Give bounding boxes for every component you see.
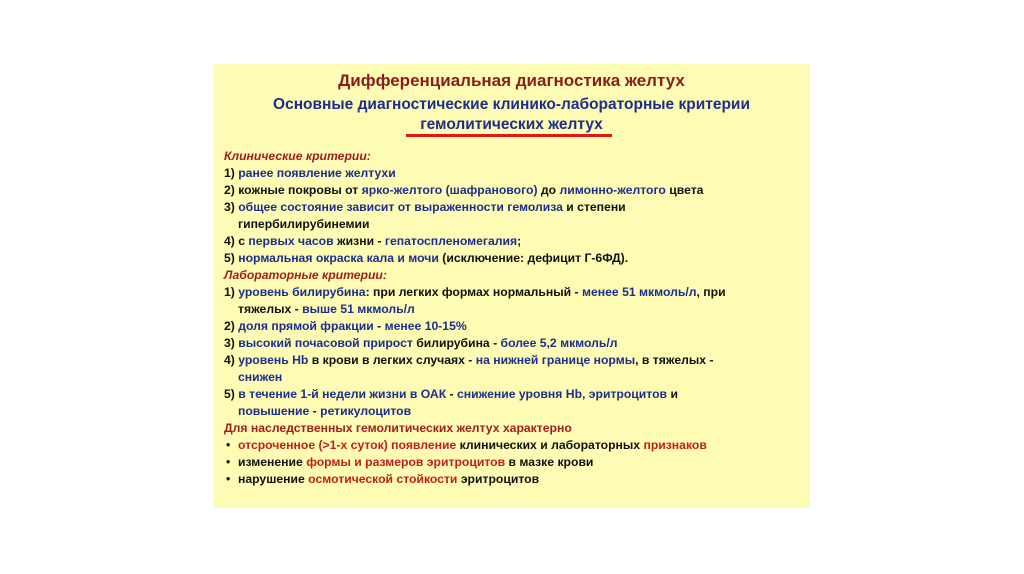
- item-text: общее состояние зависит от выраженности гемолиза: [238, 200, 563, 214]
- item-text: : при легких формах нормальный -: [365, 285, 579, 299]
- clinical-item-5: [224, 250, 804, 267]
- lab-item-4-cont: [224, 369, 804, 386]
- item-number: 5): [224, 251, 235, 265]
- clinical-item-3: [224, 199, 804, 216]
- item-number: 2): [224, 183, 235, 197]
- slide-title: Дифференциальная диагностика желтух: [338, 71, 685, 90]
- item-text: цвета: [669, 183, 704, 197]
- item-text: , в тяжелых -: [635, 353, 714, 367]
- item-text: , при: [696, 285, 726, 299]
- bullet-icon: •: [226, 438, 231, 452]
- clinical-item-1: [224, 165, 804, 182]
- bullet-icon: •: [226, 472, 231, 486]
- bullet-icon: •: [226, 455, 231, 469]
- item-text: доля прямой фракции: [238, 319, 374, 333]
- item-text: тяжелых -: [238, 302, 299, 316]
- item-text: снижен: [238, 370, 283, 384]
- slide-subtitle-emphasis: гемолитических желтух: [420, 116, 603, 133]
- item-text: формы и размеров эритроцитов: [306, 455, 506, 469]
- item-text: осмотической стойкости: [308, 472, 458, 486]
- item-number: 1): [224, 166, 235, 180]
- item-text: -: [449, 387, 454, 401]
- item-number: 3): [224, 200, 235, 214]
- item-text: до: [540, 183, 557, 197]
- slide-subtitle: Основные диагностические клинико-лабораторные критерии: [273, 96, 750, 113]
- item-text: признаков: [643, 438, 707, 452]
- slide-body: [224, 148, 804, 488]
- item-text: лимонно-желтого: [559, 183, 666, 197]
- item-text: в течение 1-й недели жизни в ОАК: [238, 387, 447, 401]
- lab-item-5: [224, 386, 804, 403]
- item-text: нормальная окраска кала и мочи: [238, 251, 439, 265]
- clinical-item-4: [224, 233, 804, 250]
- lab-item-1: [224, 284, 804, 301]
- item-number: 2): [224, 319, 235, 333]
- item-text: ярко-желтого (шафранового): [361, 183, 538, 197]
- lab-heading: Лабораторные критерии:: [224, 268, 387, 282]
- item-text: отсроченное (>1-х суток) появление: [238, 438, 457, 452]
- item-text: уровень билирубина: [238, 285, 366, 299]
- item-text: с: [238, 234, 246, 248]
- item-text: -: [312, 404, 317, 418]
- lab-item-3: [224, 335, 804, 352]
- item-text: менее 10-15%: [384, 319, 467, 333]
- hereditary-bullet-2: [224, 454, 804, 471]
- item-text: (исключение: дефицит Г-6ФД).: [442, 251, 629, 265]
- item-number: 5): [224, 387, 235, 401]
- item-text: в мазке крови: [508, 455, 594, 469]
- item-text: в крови в легких случаях -: [311, 353, 473, 367]
- item-text: менее 51 мкмоль/л: [581, 285, 697, 299]
- item-text: жизни -: [337, 234, 382, 248]
- item-text: и: [670, 387, 678, 401]
- item-text: и степени: [566, 200, 626, 214]
- hereditary-bullet-1: [224, 437, 804, 454]
- item-text: более 5,2 мкмоль/л: [500, 336, 618, 350]
- item-text: на нижней границе нормы: [475, 353, 636, 367]
- item-text: высокий почасовой прирост: [238, 336, 413, 350]
- item-text: выше 51 мкмоль/л: [302, 302, 415, 316]
- item-number: 3): [224, 336, 235, 350]
- item-text: кожные покровы от: [238, 183, 359, 197]
- lab-item-1-cont: [224, 301, 804, 318]
- item-text: эритроцитов: [460, 472, 540, 486]
- item-text: нарушение: [238, 472, 305, 486]
- item-text: гепатоспленомегалия: [384, 234, 518, 248]
- lab-item-5-cont: [224, 403, 804, 420]
- clinical-heading: Клинические критерии:: [224, 149, 371, 163]
- item-text: гипербилирубинемии: [238, 217, 370, 231]
- item-number: 1): [224, 285, 235, 299]
- item-text: ;: [517, 234, 522, 248]
- item-number: 4): [224, 234, 235, 248]
- item-text: ранее появление желтухи: [238, 166, 396, 180]
- item-text: ретикулоцитов: [320, 404, 412, 418]
- hereditary-heading: Для наследственных гемолитических желтух характерно: [224, 421, 572, 435]
- item-text: изменение: [238, 455, 303, 469]
- item-text: снижение уровня Hb, эритроцитов: [457, 387, 668, 401]
- clinical-item-2: [224, 182, 804, 199]
- item-text: повышение: [238, 404, 310, 418]
- item-text: -: [377, 319, 382, 333]
- item-text: билирубина -: [416, 336, 498, 350]
- subtitle-underline: [406, 134, 612, 137]
- lab-item-2: [224, 318, 804, 335]
- item-text: уровень Hb: [238, 353, 309, 367]
- item-number: 4): [224, 353, 235, 367]
- hereditary-bullet-3: [224, 471, 804, 488]
- item-text: первых часов: [248, 234, 334, 248]
- item-text: клинических и лабораторных: [459, 438, 641, 452]
- slide: [213, 64, 810, 508]
- clinical-item-3-cont: [224, 216, 804, 233]
- lab-item-4: [224, 352, 804, 369]
